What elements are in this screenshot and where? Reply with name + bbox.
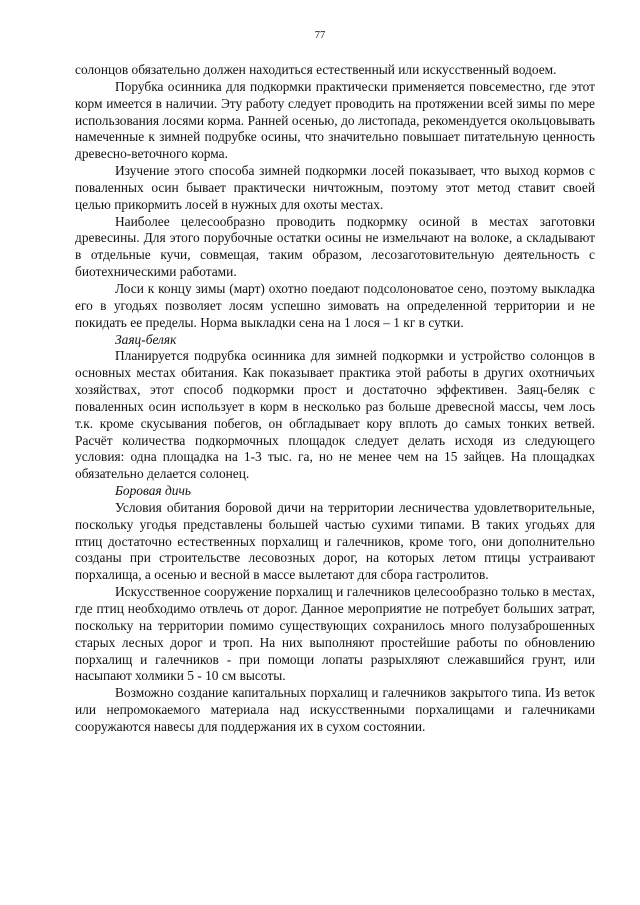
- paragraph: Наиболее целесообразно проводить подкормку осиной в местах заготовки древесины. Для этого порубочные остатки осины не измельчают на волоке, а складывают в отдельные кучи, совмещая, таким образом, лесозаготовительную деятельность с биотехническими работами.: [75, 213, 595, 280]
- paragraph: Порубка осинника для подкормки практически применяется повсеместно, где этот корм имеется в наличии. Эту работу следует проводить на протяжении всей зимы по мере использования лосями корма. Ранней осенью, до листопада, рекомендуется окольцовывать намеченные к зимней подрубке осины, что значительно повышает питательную ценность древесно-веточного корма.: [75, 78, 595, 162]
- paragraph: Возможно создание капитальных порхалищ и галечников закрытого типа. Из веток или непромокаемого материала над искусственными порхалищами и галечниками сооружаются навесы для поддержания их в сухом состоянии.: [75, 685, 595, 734]
- section-heading: Заяц-беляк: [115, 331, 177, 347]
- paragraph: Лоси к концу зимы (март) охотно поедают подсолоноватое сено, поэтому выкладка его в угодьях позволяет лосям успешно зимовать на определенной территории и не покидать ее пределы. Норма выкладки сена на 1 лося – 1 кг в сутки.: [75, 280, 595, 330]
- paragraph: солонцов обязательно должен находиться естественный или искусственный водоем.: [75, 62, 557, 77]
- paragraph: Изучение этого способа зимней подкормки лосей показывает, что выход кормов с поваленных осин бывает практически ничтожным, поэтому этот метод ставит своей целью прикормить лосей в нужных для охоты местах.: [75, 163, 595, 212]
- paragraph: Планируется подрубка осинника для зимней подкормки и устройство солонцов в основных местах обитания. Как показывает практика этой работы в других охотничьих хозяйствах, этот способ подкормки прост и достаточно эффективен. Заяц-беляк с поваленных осин использует в корм в несколько раз больше древесной массы, чем лось т.к. кроме скусывания побегов, он обгладывает кору вплоть до самых тонких ветвей. Расчёт количества подкормочных площадок следует делать исходя из следующего условия: одна площадка на 1-3 тыс. га, но не менее чем на 15 зайцев. На площадках обязательно делается солонец.: [75, 348, 595, 482]
- paragraph: Условия обитания боровой дичи на территории лесничества удовлетворительные, поскольку угодья представлены большей частью сухими типами. В таких угодьях для птиц достаточно естественных порхалищ и галечников, кроме того, они дополнительно созданы при строительстве лесовозных дорог, на которых летом птицы устраивают порхалища, а осенью и весной в массе вылетают для сбора гастролитов.: [75, 499, 595, 583]
- document-body: [75, 62, 595, 736]
- paragraph: Искусственное сооружение порхалищ и галечников целесообразно только в местах, где птиц необходимо отвлечь от дорог. Данное мероприятие не потребует больших затрат, поскольку на территории помимо существующих сохранилось много полузаброшенных старых лесных дорог и троп. На них выполняют простейшие работы по обновлению порхалищ и галечников - при помощи лопаты разрыхляют слежавшийся грунт, или насыпают холмики 5 - 10 см высоты.: [75, 584, 595, 684]
- section-heading: Боровая дичь: [115, 483, 191, 499]
- page-number: 77: [314, 30, 326, 41]
